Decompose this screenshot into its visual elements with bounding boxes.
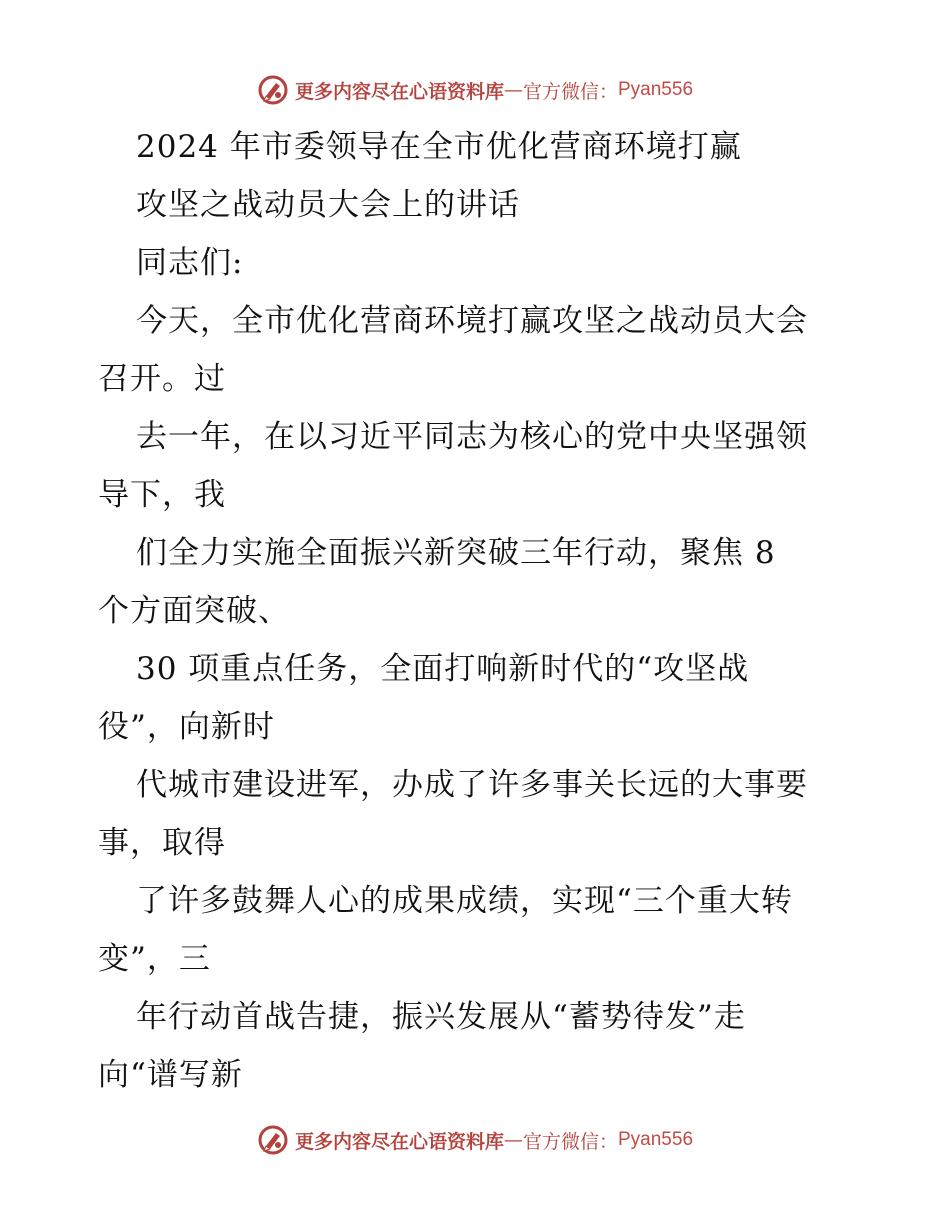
watermark-text: 更多内容尽在心语资料库 (294, 1130, 504, 1153)
watermark-wechat-label: 官方微信： (522, 1130, 618, 1153)
footer-watermark (0, 1120, 950, 1160)
paragraph-line: 召开。过 (98, 361, 226, 397)
paragraph-line: 今天，全市优化营商环境打赢攻坚之战动员大会 (136, 303, 808, 339)
watermark-text: 更多内容尽在心语资料库 (294, 80, 504, 103)
paragraph-line: 事，取得 (98, 825, 226, 861)
watermark-dash: — (503, 79, 523, 101)
paragraph-line: 年行动首战告捷，振兴发展从“蓄势待发”走 (136, 999, 746, 1035)
paragraph-line: 代城市建设进军，办成了许多事关长远的大事要 (136, 767, 808, 803)
salutation: 同志们: (136, 245, 244, 281)
watermark-dash: — (503, 1129, 523, 1151)
paragraph-line: 去一年，在以习近平同志为核心的党中央坚强领 (136, 419, 808, 455)
paragraph-line: 向“谱写新 (98, 1057, 243, 1093)
pen-seal-icon (257, 1124, 289, 1156)
paragraph-line: 30 项重点任务，全面打响新时代的“攻坚战 (136, 651, 750, 687)
document-title-line-2: 攻坚之战动员大会上的讲话 (136, 187, 520, 223)
paragraph-line: 个方面突破、 (98, 593, 290, 629)
paragraph-line: 们全力实施全面振兴新突破三年行动，聚焦 8 (136, 535, 776, 571)
paragraph-line: 导下，我 (98, 477, 226, 513)
watermark-wechat-id: Pyan556 (618, 1129, 694, 1150)
watermark-wechat-label: 官方微信： (522, 80, 618, 103)
paragraph-line: 变”，三 (98, 941, 211, 977)
document-title-line-1: 2024 年市委领导在全市优化营商环境打赢 (136, 129, 742, 165)
paragraph-line: 役”，向新时 (98, 709, 275, 745)
paragraph-line: 了许多鼓舞人心的成果成绩，实现“三个重大转 (136, 883, 793, 919)
watermark-wechat-id: Pyan556 (618, 79, 694, 100)
